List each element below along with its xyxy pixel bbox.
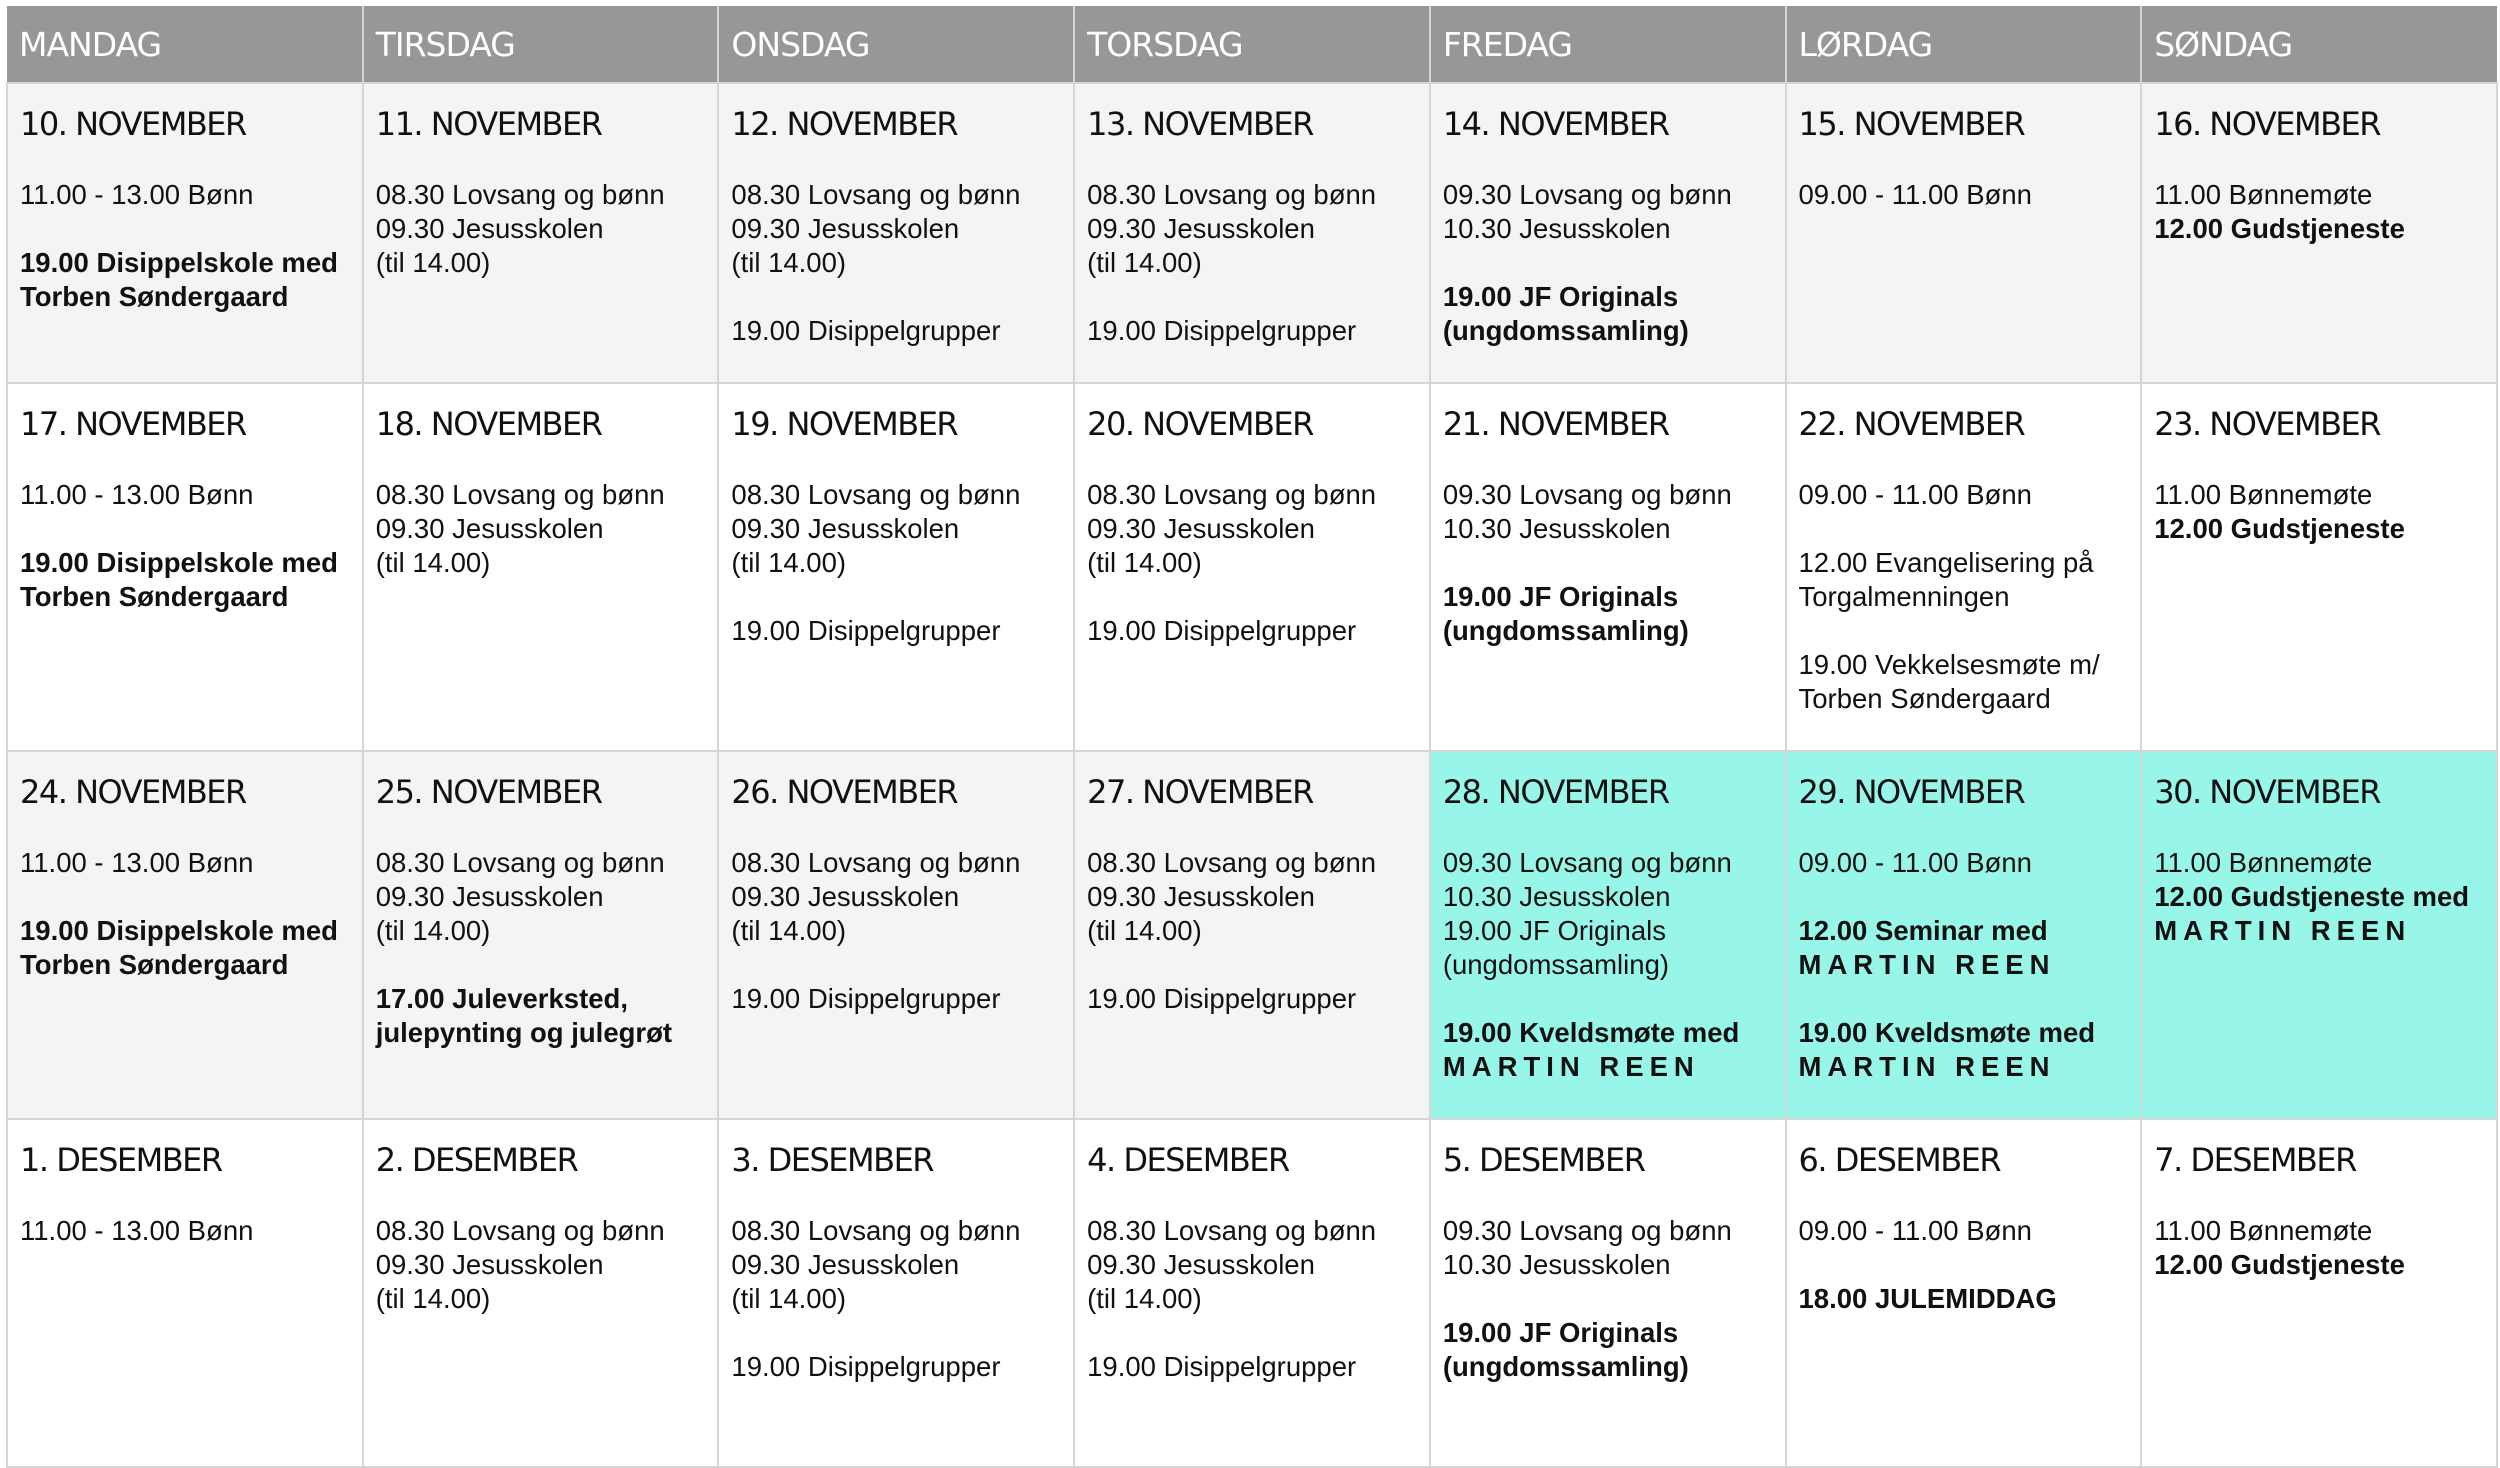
event-text: 09.00 - 11.00 Bønn bbox=[1798, 479, 2032, 510]
day-cell bbox=[363, 83, 719, 383]
event-text: 11.00 Bønnemøte bbox=[2154, 847, 2373, 878]
event-text: 19.00 Disippelgrupper bbox=[731, 615, 1001, 646]
event-text: 19.00 Kveldsmøte med bbox=[1798, 1017, 2096, 1048]
day-cell bbox=[718, 383, 1074, 751]
event-text: 09.00 - 11.00 Bønn bbox=[1798, 847, 2032, 878]
day-cell bbox=[1786, 83, 2142, 383]
speaker-name: MARTIN REEN bbox=[1442, 1051, 1700, 1082]
day-date: 18. NOVEMBER bbox=[375, 405, 602, 443]
event-text: 08.30 Lovsang og bønn 09.30 Jesusskolen (til 14.00) bbox=[375, 847, 665, 946]
event-text: 19.00 Disippelgrupper bbox=[731, 1351, 1001, 1382]
day-date: 27. NOVEMBER bbox=[1087, 773, 1313, 811]
day-cell bbox=[1074, 383, 1430, 751]
event-text: 11.00 Bønnemøte bbox=[2154, 179, 2373, 210]
day-date: 24. NOVEMBER bbox=[20, 773, 246, 811]
event-text: 12.00 Gudstjeneste bbox=[2154, 213, 2405, 244]
event-text: 12.00 Evangelisering på Torgalmenningen bbox=[1798, 547, 2094, 612]
event-text: 11.00 Bønnemøte bbox=[2154, 479, 2373, 510]
event-text: 19.00 Disippelskole med Torben Søndergaard bbox=[20, 547, 338, 612]
day-cell bbox=[1074, 1119, 1430, 1467]
day-cell bbox=[2141, 1119, 2497, 1467]
event-text: 08.30 Lovsang og bønn 09.30 Jesusskolen (til 14.00) bbox=[731, 847, 1021, 946]
weekday-header: MANDAG bbox=[7, 6, 363, 83]
event-text: 19.00 Disippelgrupper bbox=[1087, 615, 1357, 646]
event-text: 18.00 JULEMIDDAG bbox=[1798, 1283, 2057, 1314]
day-date: 14. NOVEMBER bbox=[1442, 105, 1669, 143]
event-text: 08.30 Lovsang og bønn 09.30 Jesusskolen (til 14.00) bbox=[731, 479, 1021, 578]
event-text: 08.30 Lovsang og bønn 09.30 Jesusskolen (til 14.00) bbox=[731, 1215, 1021, 1314]
week-row bbox=[7, 383, 2497, 751]
event-text: 11.00 - 13.00 Bønn bbox=[20, 847, 254, 878]
day-cell bbox=[7, 1119, 363, 1467]
day-date: 3. DESEMBER bbox=[731, 1141, 934, 1179]
weekday-header: TIRSDAG bbox=[363, 6, 719, 83]
day-cell bbox=[1074, 83, 1430, 383]
event-text: 19.00 JF Originals (ungdomssamling) bbox=[1442, 281, 1689, 346]
event-text: 08.30 Lovsang og bønn 09.30 Jesusskolen (til 14.00) bbox=[375, 479, 665, 578]
day-cell bbox=[363, 383, 719, 751]
day-cell bbox=[2141, 383, 2497, 751]
day-date: 4. DESEMBER bbox=[1087, 1141, 1289, 1179]
weekday-header: FREDAG bbox=[1430, 6, 1786, 83]
day-date: 20. NOVEMBER bbox=[1087, 405, 1313, 443]
event-text: 08.30 Lovsang og bønn 09.30 Jesusskolen (til 14.00) bbox=[375, 179, 665, 278]
day-date: 25. NOVEMBER bbox=[375, 773, 602, 811]
event-text: 19.00 Disippelgrupper bbox=[731, 983, 1001, 1014]
day-date: 10. NOVEMBER bbox=[20, 105, 246, 143]
day-cell bbox=[1786, 383, 2142, 751]
day-cell bbox=[1786, 751, 2142, 1119]
day-cell bbox=[718, 751, 1074, 1119]
event-text: 17.00 Juleverksted, julepynting og julegrøt bbox=[375, 983, 673, 1048]
day-date: 22. NOVEMBER bbox=[1798, 405, 2025, 443]
day-date: 5. DESEMBER bbox=[1442, 1141, 1645, 1179]
event-text: 19.00 Vekkelsesmøte m/ Torben Søndergaard bbox=[1798, 649, 2100, 714]
day-cell bbox=[7, 383, 363, 751]
event-text: 12.00 Seminar med bbox=[1798, 915, 2048, 946]
event-text: 19.00 Disippelgrupper bbox=[1087, 315, 1357, 346]
event-text: 08.30 Lovsang og bønn 09.30 Jesusskolen (til 14.00) bbox=[375, 1215, 665, 1314]
event-text: 19.00 Disippelgrupper bbox=[1087, 983, 1357, 1014]
day-date: 6. DESEMBER bbox=[1798, 1141, 2001, 1179]
event-text: 08.30 Lovsang og bønn 09.30 Jesusskolen (til 14.00) bbox=[1087, 179, 1377, 278]
day-date: 1. DESEMBER bbox=[20, 1141, 222, 1179]
day-date: 21. NOVEMBER bbox=[1442, 405, 1669, 443]
day-date: 23. NOVEMBER bbox=[2154, 405, 2380, 443]
event-text: 09.00 - 11.00 Bønn bbox=[1798, 1215, 2032, 1246]
day-cell bbox=[363, 751, 719, 1119]
event-text: 08.30 Lovsang og bønn 09.30 Jesusskolen (til 14.00) bbox=[1087, 847, 1377, 946]
day-cell bbox=[2141, 83, 2497, 383]
event-text: 11.00 - 13.00 Bønn bbox=[20, 479, 254, 510]
day-cell bbox=[1430, 383, 1786, 751]
weekday-header: SØNDAG bbox=[2141, 6, 2497, 83]
event-text: 09.30 Lovsang og bønn 10.30 Jesusskolen bbox=[1442, 1215, 1732, 1280]
day-cell bbox=[718, 83, 1074, 383]
event-text: 19.00 JF Originals (ungdomssamling) bbox=[1442, 581, 1689, 646]
day-cell bbox=[1074, 751, 1430, 1119]
day-date: 15. NOVEMBER bbox=[1798, 105, 2025, 143]
day-date: 7. DESEMBER bbox=[2154, 1141, 2356, 1179]
event-text: 09.30 Lovsang og bønn 10.30 Jesusskolen bbox=[1442, 479, 1732, 544]
event-text: 09.00 - 11.00 Bønn bbox=[1798, 179, 2032, 210]
event-text: 08.30 Lovsang og bønn 09.30 Jesusskolen (til 14.00) bbox=[1087, 479, 1377, 578]
day-cell bbox=[7, 83, 363, 383]
event-text: 19.00 Disippelskole med Torben Søndergaard bbox=[20, 915, 338, 980]
day-cell bbox=[1786, 1119, 2142, 1467]
event-text: 19.00 JF Originals (ungdomssamling) bbox=[1442, 1317, 1689, 1382]
event-text: 08.30 Lovsang og bønn 09.30 Jesusskolen (til 14.00) bbox=[1087, 1215, 1377, 1314]
day-date: 26. NOVEMBER bbox=[731, 773, 958, 811]
day-date: 28. NOVEMBER bbox=[1442, 773, 1669, 811]
event-text: 11.00 - 13.00 Bønn bbox=[20, 1215, 254, 1246]
day-date: 19. NOVEMBER bbox=[731, 405, 958, 443]
weekday-header: TORSDAG bbox=[1074, 6, 1430, 83]
day-cell bbox=[1430, 751, 1786, 1119]
day-date: 13. NOVEMBER bbox=[1087, 105, 1313, 143]
week-row bbox=[7, 83, 2497, 383]
event-text: 12.00 Gudstjeneste bbox=[2154, 1249, 2405, 1280]
event-text: 19.00 Disippelgrupper bbox=[1087, 1351, 1357, 1382]
day-cell bbox=[718, 1119, 1074, 1467]
event-text: 09.30 Lovsang og bønn 10.30 Jesusskolen bbox=[1442, 179, 1732, 244]
event-text: 12.00 Gudstjeneste bbox=[2154, 513, 2405, 544]
speaker-name: MARTIN REEN bbox=[1798, 949, 2056, 980]
event-text: 11.00 - 13.00 Bønn bbox=[20, 179, 254, 210]
day-cell bbox=[2141, 751, 2497, 1119]
day-date: 12. NOVEMBER bbox=[731, 105, 958, 143]
day-cell bbox=[7, 751, 363, 1119]
day-date: 11. NOVEMBER bbox=[375, 105, 602, 143]
speaker-name: MARTIN REEN bbox=[1798, 1051, 2056, 1082]
event-text: 19.00 Disippelskole med Torben Søndergaard bbox=[20, 247, 338, 312]
weekday-header: LØRDAG bbox=[1786, 6, 2142, 83]
speaker-name: MARTIN REEN bbox=[2154, 915, 2412, 946]
day-date: 29. NOVEMBER bbox=[1798, 773, 2025, 811]
day-cell bbox=[1430, 1119, 1786, 1467]
day-date: 30. NOVEMBER bbox=[2154, 773, 2380, 811]
event-text: 19.00 Disippelgrupper bbox=[731, 315, 1001, 346]
event-text: 08.30 Lovsang og bønn 09.30 Jesusskolen (til 14.00) bbox=[731, 179, 1021, 278]
weekday-header: ONSDAG bbox=[718, 6, 1074, 83]
event-text: 12.00 Gudstjeneste med bbox=[2154, 881, 2470, 912]
event-text: 11.00 Bønnemøte bbox=[2154, 1215, 2373, 1246]
week-row bbox=[7, 751, 2497, 1119]
week-row bbox=[7, 1119, 2497, 1467]
day-date: 16. NOVEMBER bbox=[2154, 105, 2380, 143]
weekday-header-row bbox=[7, 6, 2497, 83]
day-cell bbox=[1430, 83, 1786, 383]
day-cell bbox=[363, 1119, 719, 1467]
calendar-table bbox=[6, 6, 2498, 1468]
day-date: 17. NOVEMBER bbox=[20, 405, 246, 443]
event-text: 19.00 Kveldsmøte med bbox=[1442, 1017, 1740, 1048]
day-date: 2. DESEMBER bbox=[375, 1141, 578, 1179]
event-text: 09.30 Lovsang og bønn 10.30 Jesusskolen 19.00 JF Originals (ungdomssamling) bbox=[1442, 847, 1732, 980]
